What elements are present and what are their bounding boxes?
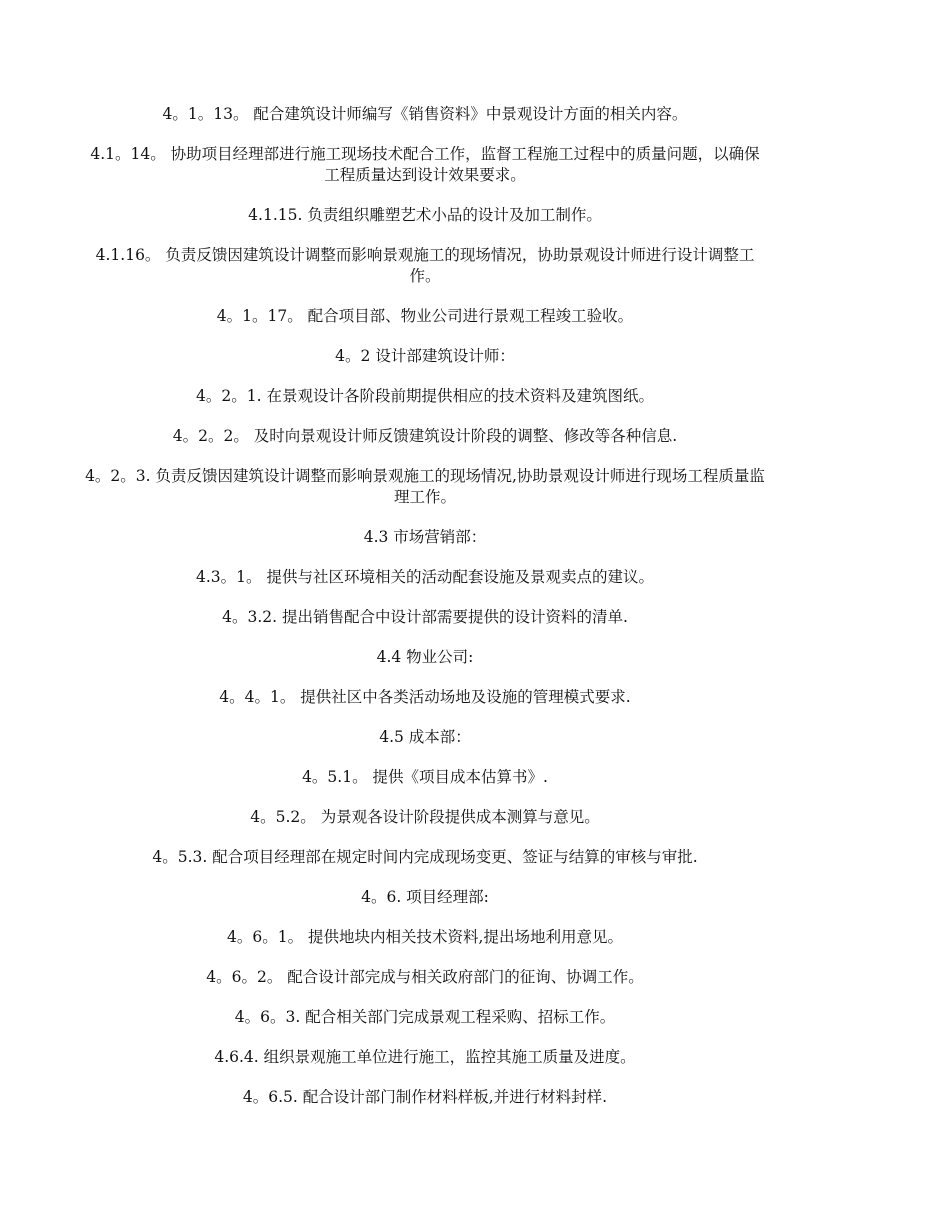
paragraph-4-6-2: 4。6。2。 配合设计部完成与相关政府部门的征询、协调工作。 [206, 968, 644, 986]
section-heading-4-2: 4。2 设计部建筑设计师： [335, 347, 515, 365]
paragraph-4-6-5: 4。6.5. 配合设计部门制作材料样板,并进行材料封样. [242, 1088, 608, 1106]
paragraph-4-2-2: 4。2。2。 及时向景观设计师反馈建筑设计阶段的调整、修改等各种信息. [172, 427, 678, 445]
section-heading-4-4: 4.4 物业公司: [376, 648, 474, 666]
paragraph-4-3-1: 4.3。1。 提供与社区环境相关的活动配套设施及景观卖点的建议。 [196, 568, 654, 586]
paragraph-4-3-2: 4。3.2. 提出销售配合中设计部需要提供的设计资料的清单. [222, 608, 628, 626]
paragraph-4-2-1: 4。2。1. 在景观设计各阶段前期提供相应的技术资料及建筑图纸。 [196, 387, 654, 405]
paragraph-4-5-2: 4。5.2。 为景观各设计阶段提供成本测算与意见。 [250, 808, 600, 826]
paragraph-4-6-4: 4.6.4. 组织景观施工单位进行施工，监控其施工质量及进度。 [214, 1048, 636, 1066]
section-heading-4-3: 4.3 市场营销部： [363, 528, 487, 546]
paragraph-4-5-1: 4。5.1。 提供《项目成本估算书》. [302, 768, 548, 786]
section-heading-4-6: 4。6. 项目经理部: [361, 888, 489, 906]
paragraph-4-4-1: 4。4。1。 提供社区中各类活动场地及设施的管理模式要求. [219, 688, 631, 706]
paragraph-4-1-14: 4.1。14。 协助项目经理部进行施工现场技术配合工作，监督工程施工过程中的质量问题，以确保工程质量达到设计效果要求。 [90, 145, 760, 184]
paragraph-4-1-16: 4.1.16。 负责反馈因建筑设计调整而影响景观施工的现场情况，协助景观设计师进行设计调整工作。 [95, 246, 755, 285]
paragraph-4-2-3: 4。2。3. 负责反馈因建筑设计调整而影响景观施工的现场情况,协助景观设计师进行现场工程质量监理工作。 [85, 467, 765, 506]
document-body [85, 104, 765, 1127]
paragraph-4-1-15: 4.1.15. 负责组织雕塑艺术小品的设计及加工制作。 [248, 206, 602, 224]
paragraph-4-1-17: 4。1。17。 配合项目部、物业公司进行景观工程竣工验收。 [216, 307, 634, 325]
section-heading-4-5: 4.5 成本部： [379, 728, 471, 746]
paragraph-4-1-13: 4。1。13。 配合建筑设计师编写《销售资料》中景观设计方面的相关内容。 [162, 105, 688, 123]
paragraph-4-5-3: 4。5.3. 配合项目经理部在规定时间内完成现场变更、签证与结算的审核与审批. [152, 848, 698, 866]
paragraph-4-6-3: 4。6。3. 配合相关部门完成景观工程采购、招标工作。 [234, 1008, 616, 1026]
paragraph-4-6-1: 4。6。1。 提供地块内相关技术资料,提出场地利用意见。 [227, 928, 623, 946]
